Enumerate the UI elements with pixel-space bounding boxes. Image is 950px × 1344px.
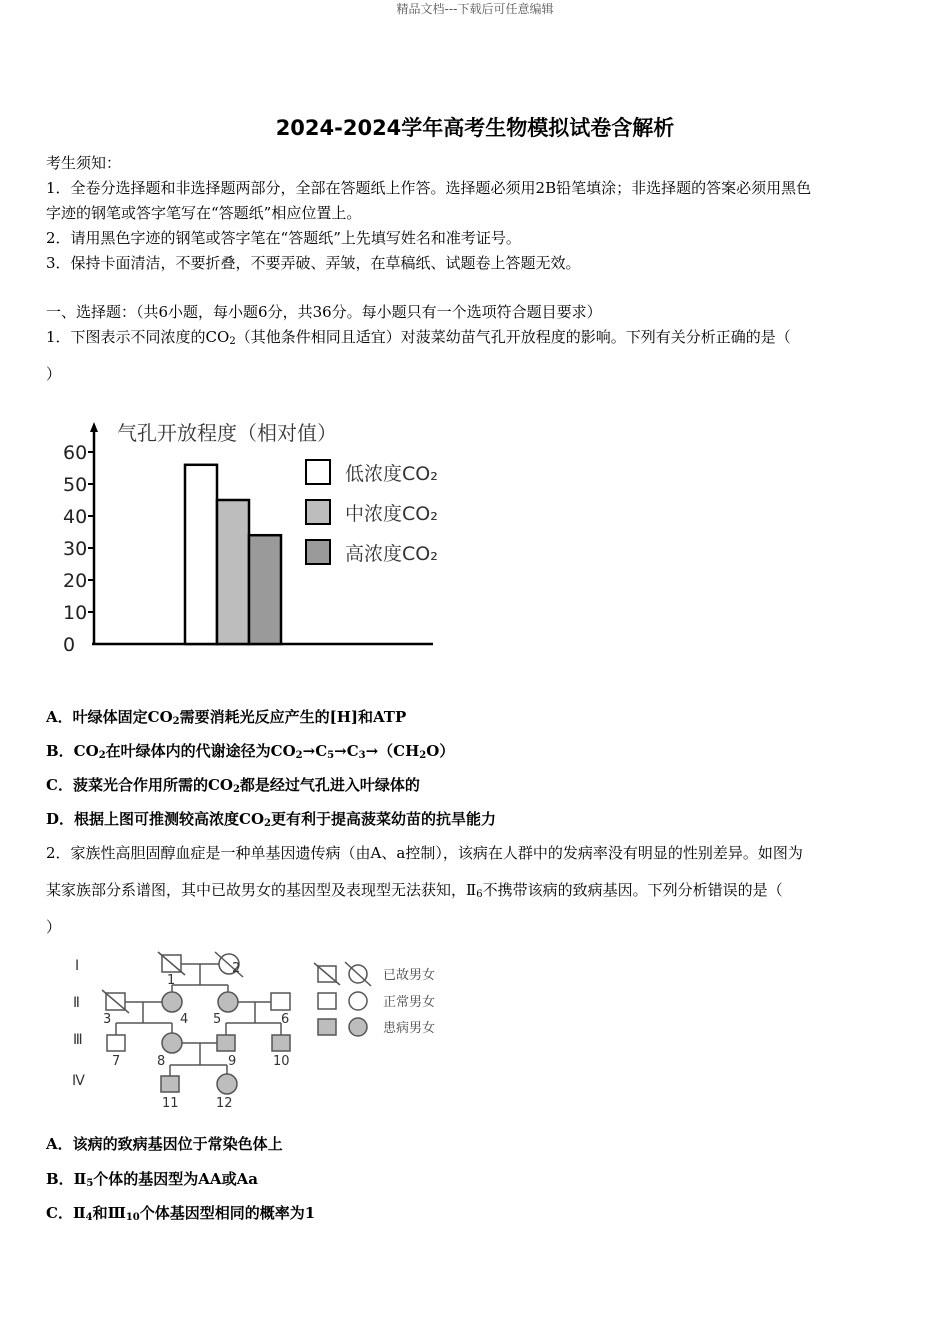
legend-label-3: 高浓度CO₂ [345, 543, 438, 565]
bar-1 [185, 465, 217, 644]
id-11: 11 [162, 1096, 179, 1111]
y-tick-label: 30 [63, 538, 88, 560]
legend-normal-label: 正常男女 [383, 995, 436, 1010]
bar-3 [249, 535, 281, 644]
notice-item-3: 3．保持卡面清洁，不要折叠，不要弄破、弄皱，在草稿纸、试题卷上答题无效。 [46, 254, 581, 272]
page-title: 2024-2024学年高考生物模拟试卷含解析 [275, 116, 675, 140]
individual-5 [218, 992, 238, 1012]
id-6: 6 [281, 1012, 290, 1027]
notice-item-1: 1．全卷分选择题和非选择题两部分，全部在答题纸上作答。选择题必须用2B铅笔填涂；非选择题的答案必须用黑色 [46, 179, 812, 197]
q2-option-c[interactable]: C．$Ⅱ_4$和$Ⅲ_{10}$个体基因型相同的概率为1 [46, 1204, 316, 1223]
question-2-stem: 2．家族性高胆固醇血症是一种单基因遗传病（由A、a控制），该病在人群中的发病率没有明显的性别差异。如图为 [46, 844, 803, 862]
legend-normal-female [349, 992, 367, 1010]
question-2-stem-end: ） [46, 918, 62, 936]
q2-option-a[interactable]: A．该病的致病基因位于常染色体上 [46, 1135, 283, 1153]
legend-swatch-3 [306, 540, 330, 564]
stomata-bar-chart [55, 412, 475, 662]
id-1: 1 [167, 973, 176, 988]
y-tick-label: 20 [63, 570, 88, 592]
legend-affected-label: 患病男女 [383, 1021, 436, 1036]
individual-10 [272, 1035, 290, 1051]
chart-title: 气孔开放程度（相对值） [117, 421, 337, 445]
legend-deceased-label: 已故男女 [383, 968, 436, 983]
y-tick-label: 0 [63, 634, 76, 656]
y-tick-label: 40 [63, 506, 88, 528]
id-9: 9 [228, 1054, 237, 1069]
q1-option-c[interactable]: C．菠菜光合作用所需的$CO_2$都是经过气孔进入叶绿体的 [46, 776, 420, 795]
individual-6 [271, 993, 290, 1010]
id-8: 8 [157, 1054, 166, 1069]
individual-7 [107, 1035, 125, 1051]
y-tick-label: 50 [63, 474, 88, 496]
individual-4 [162, 992, 182, 1012]
q1-option-a[interactable]: A．叶绿体固定$CO_2$需要消耗光反应产生的[H]和ATP [46, 708, 407, 727]
section-heading: 一、选择题：（共6小题，每小题6分，共36分。每小题只有一个选项符合题目要求） [46, 303, 602, 321]
legend-label-1: 低浓度CO₂ [345, 463, 438, 485]
y-axis-arrow [90, 422, 98, 432]
id-12: 12 [216, 1096, 233, 1111]
legend-label-2: 中浓度CO₂ [345, 503, 438, 525]
question-1-stem: 1．下图表示不同浓度的$CO_2$（其他条件相同且适宜）对菠菜幼苗气孔开放程度的影响。下列有关分析正确的是（ [46, 328, 791, 347]
question-2-stem-cont: 某家族部分系谱图，其中已故男女的基因型及表现型无法获知，$Ⅱ_6$不携带该病的致病基因。下列分析错误的是（ [46, 881, 783, 900]
id-7: 7 [112, 1054, 121, 1069]
legend-swatch-2 [306, 500, 330, 524]
legend-affected-male [318, 1019, 336, 1035]
id-3: 3 [103, 1012, 112, 1027]
individual-12 [217, 1074, 237, 1094]
y-tick-label: 60 [63, 442, 88, 464]
question-1-stem-end: ） [46, 365, 62, 383]
notice-heading: 考生须知： [46, 154, 122, 172]
q1-option-b[interactable]: B．$CO_2$在叶绿体内的代谢途径为$CO_2\to C_5\to C_3\to(CH_2O)$ [46, 742, 455, 761]
notice-item-1-cont: 字迹的钢笔或答字笔写在“答题纸”相应位置上。 [46, 204, 362, 222]
y-tick-label: 10 [63, 602, 88, 624]
gen-label-1: Ⅰ [75, 958, 80, 974]
id-4: 4 [180, 1012, 189, 1027]
id-5: 5 [213, 1012, 222, 1027]
gen-label-4: Ⅳ [72, 1073, 85, 1089]
individual-8 [162, 1033, 182, 1053]
bar-2 [217, 500, 249, 644]
id-10: 10 [273, 1054, 290, 1069]
legend-affected-female [349, 1018, 367, 1036]
notice-item-2: 2．请用黑色字迹的钢笔或答字笔在“答题纸”上先填写姓名和准考证号。 [46, 229, 521, 247]
gen-label-3: Ⅲ [73, 1032, 83, 1048]
q1-option-d[interactable]: D．根据上图可推测较高浓度$CO_2$更有利于提高菠菜幼苗的抗旱能力 [46, 810, 496, 829]
q2-option-b[interactable]: B．$Ⅱ_5$个体的基因型为AA或Aa [46, 1170, 258, 1189]
legend-swatch-1 [306, 460, 330, 484]
legend-normal-male [318, 993, 336, 1009]
individual-9 [217, 1035, 235, 1051]
page-header: 精品文档---下载后可任意编辑 [396, 2, 554, 16]
gen-label-2: Ⅱ [73, 995, 80, 1011]
individual-11 [161, 1076, 179, 1092]
id-2: 2 [232, 961, 241, 976]
pedigree-diagram [60, 945, 480, 1120]
